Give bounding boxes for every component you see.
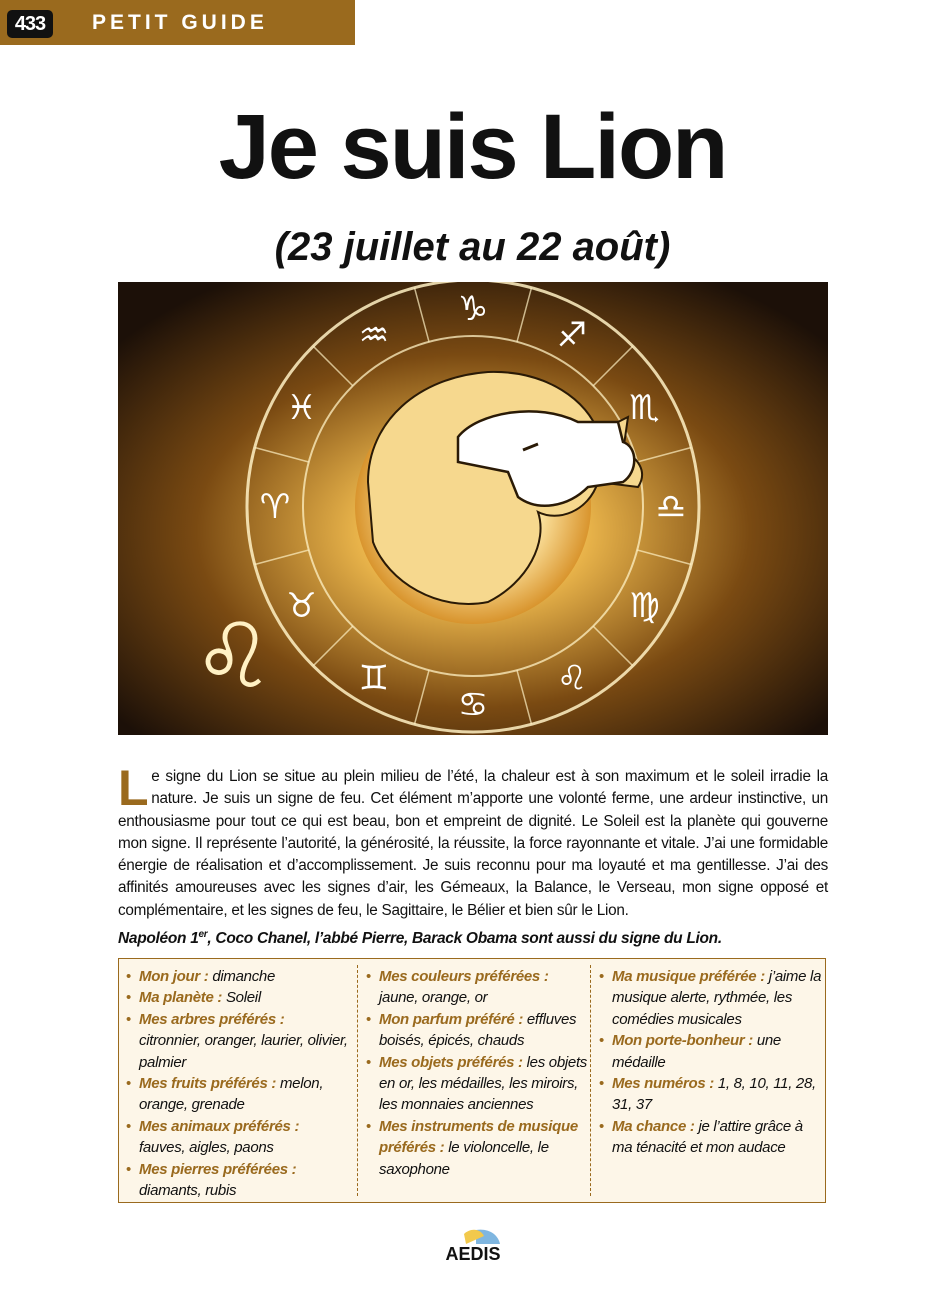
zodiac-symbol: ♐ [556,315,588,356]
fact-label: Mon parfum préféré : [379,1010,524,1028]
fact-label: Mes numéros : [612,1075,714,1093]
fact-item [364,1052,589,1116]
fact-value: les objets en or, les médailles, les miroirs, les monnaies anciennes [379,1053,588,1114]
fact-value: 1, 8, 10, 11, 28, 31, 37 [612,1075,816,1114]
bullet-icon: • [599,1075,604,1093]
zodiac-symbol: ♊ [358,658,390,699]
bullet-icon: • [126,989,131,1007]
bullet-icon: • [126,1010,131,1028]
fact-label: Ma musique préférée : [612,968,765,985]
bullet-icon: • [126,968,131,985]
fact-item [597,1073,822,1116]
bullet-icon: • [599,1117,604,1135]
fact-value: j’aime la musique alerte, rythmée, les comédies musicales [612,968,822,1028]
fact-item [597,1030,822,1073]
facts-column-2 [364,966,589,1180]
fact-item [124,966,349,987]
bullet-icon: • [366,1053,371,1071]
intro-paragraph [118,760,828,922]
hero-zodiac-image [118,282,828,735]
fact-value: le violoncelle, le saxophone [379,1139,549,1178]
column-divider [357,965,358,1196]
fact-value: diamants, rubis [139,1182,237,1200]
bullet-icon: • [126,1117,131,1135]
famous-name-first: Napoléon 1 [118,930,199,948]
fact-label: Ma planète : [139,989,223,1007]
fact-label: Mes animaux préférés : [139,1117,300,1135]
bullet-icon: • [126,1160,131,1178]
intro-text: e signe du Lion se situe au plein milieu de l’été, la chaleur est à son maximum et le soleil irradie la nature. Je suis un signe de feu. Cet élément m’apporte une volonté ferme, une ardeur instinctive, un enthousiasme pour tout ce qui est beau, bon et empreint de dignité. Le Soleil est la planète qui gouverne mon signe. Il représente l’autorité, la générosité, la réussite, la force rayonnante et vitale. J’ai une formidable énergie de réalisation et d’accomplissement. Je suis reconnu pour ma loyauté et ma gentillesse. J’ai des affinités amoureuses avec les signes d’air, les Gémeaux, la Balance, le Verseau, mon signe opposé et complémentaire, et les signes de feu, le Sagittaire, le Bélier et bien sûr le Lion. [118,768,828,919]
fact-value: citronnier, oranger, laurier, olivier, palmier [139,1032,348,1071]
bullet-icon: • [366,1117,371,1135]
zodiac-symbol: ♎ [655,487,687,527]
fact-item [124,1009,349,1073]
header-bar [0,0,355,45]
fact-item [124,1116,349,1159]
guide-number-badge: 433 [7,10,53,38]
bullet-icon: • [126,1075,131,1093]
fact-item [597,1116,822,1159]
fact-value: jaune, orange, or [379,989,488,1007]
logo-text: AEDIS [445,1244,501,1264]
fact-item [364,966,589,1009]
famous-rest: , Coco Chanel, l’abbé Pierre, Barack Obama sont aussi du signe du Lion. [207,930,722,948]
zodiac-symbol: ♏ [629,388,660,428]
corner-leo-symbol: ♌ [193,604,274,709]
fact-value: dimanche [212,968,275,985]
famous-sup: er [198,929,208,940]
fact-item [597,966,822,1030]
facts-box [118,958,826,1203]
zodiac-symbol: ♑ [457,289,489,329]
dropcap-letter: L [118,760,149,816]
zodiac-symbol: ♍ [629,586,660,626]
famous-people-line [118,929,838,948]
facts-column-1 [124,966,349,1201]
guide-series-label: PETIT GUIDE [92,11,268,34]
column-divider [590,965,591,1196]
fact-label: Mes objets préférés : [379,1053,523,1071]
fact-value: je l’attire grâce à ma ténacité et mon audace [612,1117,803,1157]
page-title: Je suis Lion [218,96,727,198]
fact-item [364,1009,589,1052]
fact-item [124,1073,349,1116]
fact-item [124,1159,349,1202]
facts-column-3 [597,966,822,1159]
fact-label: Mon jour : [139,968,209,985]
fact-label: Mes couleurs préférées : [379,968,549,985]
page-subtitle: (23 juillet au 22 août) [274,225,671,269]
zodiac-symbol: ♋ [457,685,489,725]
aedis-logo [436,1226,511,1266]
bullet-icon: • [366,968,371,985]
fact-label: Ma chance : [612,1117,695,1135]
zodiac-symbol: ♉ [286,586,317,626]
fact-label: Mon porte-bonheur : [612,1032,753,1050]
fact-value: une médaille [612,1032,781,1071]
fact-label: Mes fruits préférés : [139,1075,277,1093]
fact-value: fauves, aigles, paons [139,1139,274,1157]
fact-label: Mes instruments de musique préférés : [379,1117,578,1157]
zodiac-symbol: ♓ [286,388,317,428]
zodiac-symbol: ♈ [259,487,291,527]
zodiac-symbol: ♌ [556,658,588,699]
fact-value: melon, orange, grenade [139,1075,324,1114]
bullet-icon: • [599,968,604,985]
fact-value: effluves boisés, épicés, chauds [379,1010,577,1050]
bullet-icon: • [599,1032,604,1050]
fact-item [124,987,349,1008]
fact-label: Mes pierres préférées : [139,1160,297,1178]
fact-value: Soleil [225,989,261,1007]
bullet-icon: • [366,1010,371,1028]
zodiac-symbol: ♒ [358,315,390,356]
fact-item [364,1116,589,1180]
fact-label: Mes arbres préférés : [139,1010,285,1028]
